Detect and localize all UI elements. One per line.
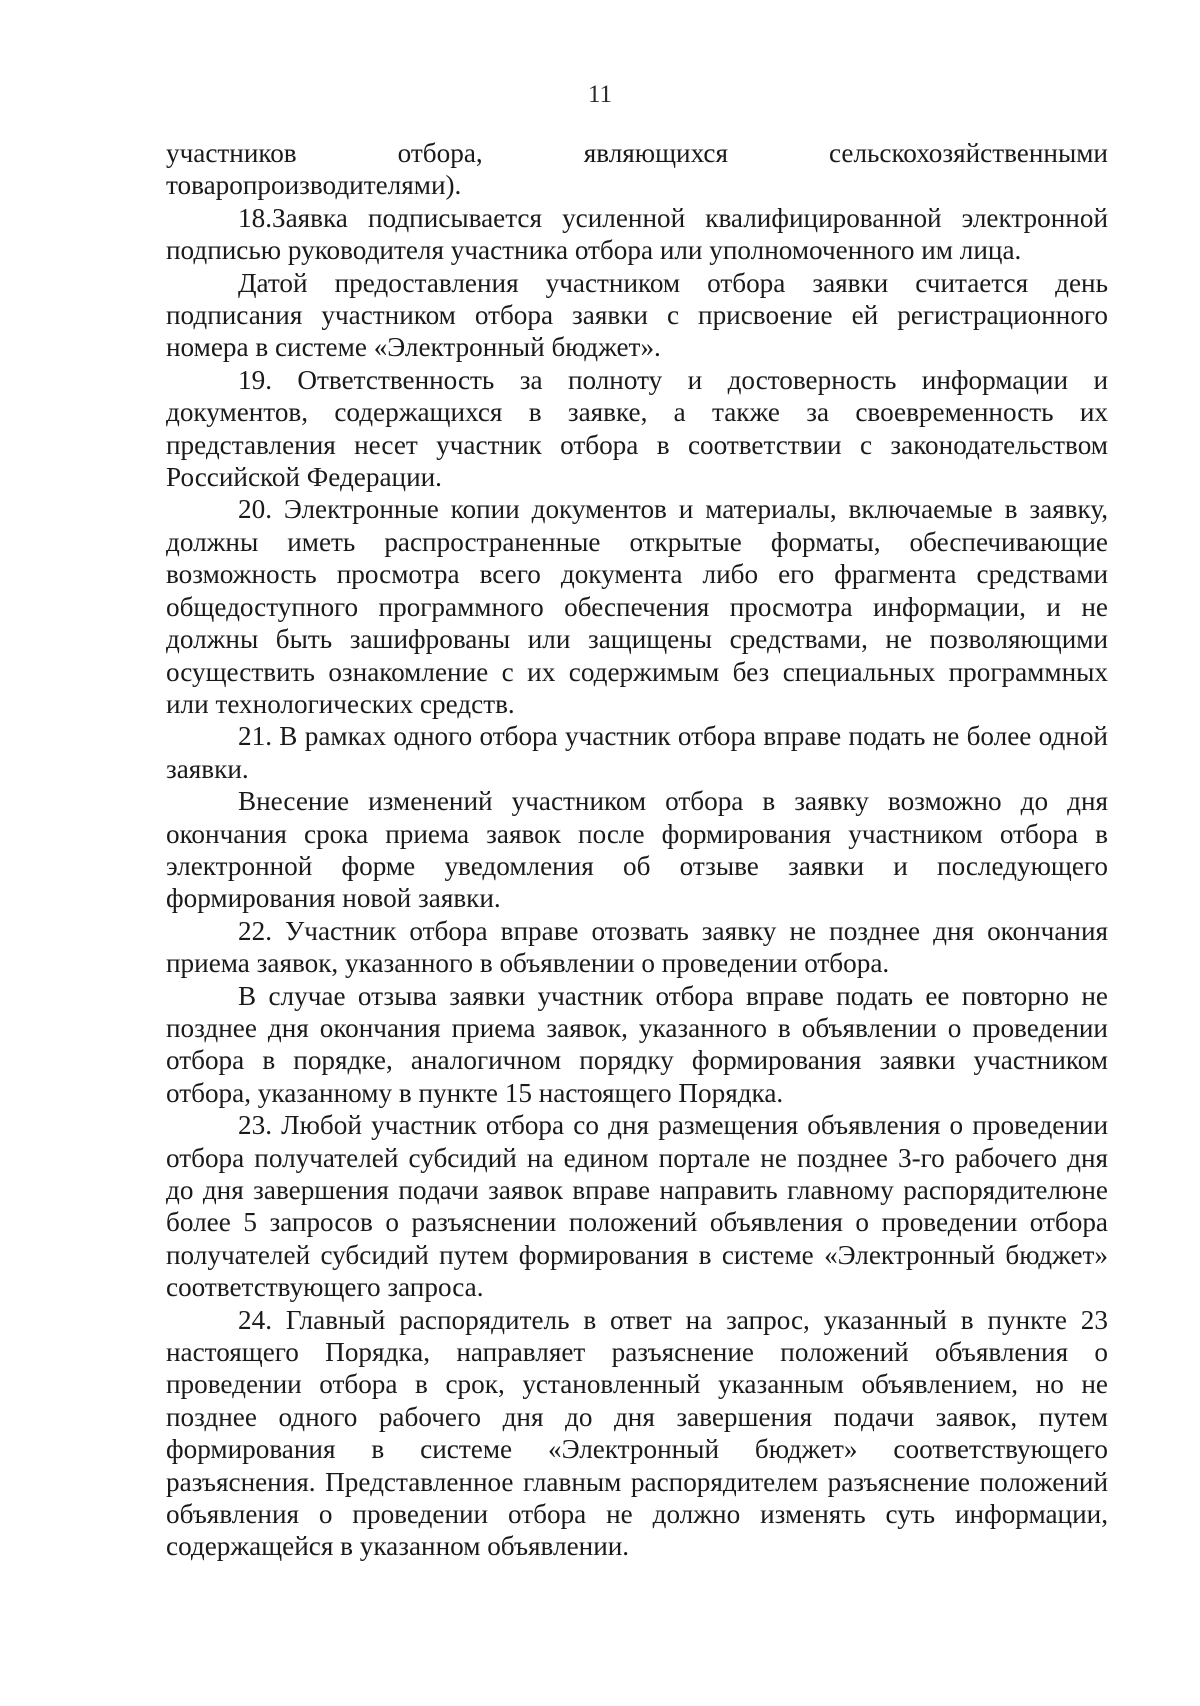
paragraph-22: 22. Участник отбора вправе отозвать заявку не позднее дня окончания приема заявок, указанного в объявлении о проведении отбора. <box>166 915 1108 979</box>
paragraph-continuation: участников отбора, являющихся сельскохозяйственными товаропроизводителями). <box>166 138 1108 201</box>
document-body <box>166 137 1108 1563</box>
paragraph-18: 18.Заявка подписывается усиленной квалифицированной электронной подписью руководителя участника отбора или уполномоченного им лица. <box>166 202 1108 266</box>
paragraph-21: 21. В рамках одного отбора участник отбора вправе подать не более одной заявки. <box>166 721 1108 784</box>
paragraph-24: 24. Главный распорядитель в ответ на запрос, указанный в пункте 23 настоящего Порядка, направляет разъяснение положений объявления о проведении отбора в срок, установленный указанным объявлением, но не позднее одного рабочего дня до дня завершения подачи заявок, путем формирования в системе «Электронный бюджет» соответствующего разъяснения. Представленное главным распорядителем разъяснение положений объявления о проведении отбора не должно изменять суть информации, содержащейся в указанном объявлении. <box>166 1304 1108 1562</box>
paragraph-22-withdrawal: В случае отзыва заявки участник отбора вправе подать ее повторно не позднее дня окончания приема заявок, указанного в объявлении о проведении отбора в порядке, аналогичном порядку формирования заявки участником отбора, указанному в пункте 15 настоящего Порядка. <box>166 980 1108 1108</box>
page-number: 11 <box>587 81 613 108</box>
paragraph-20: 20. Электронные копии документов и материалы, включаемые в заявку, должны иметь распространенные открытые форматы, обеспечивающие возможность просмотра всего документа либо его фрагмента средствами общедоступного программного обеспечения просмотра информации, и не должны быть зашифрованы или защищены средствами, не позволяющими осуществить ознакомление с их содержимым без специальных программных или технологических средств. <box>166 494 1108 719</box>
paragraph-21-changes: Внесение изменений участником отбора в заявку возможно до дня окончания срока приема заявок после формирования участником отбора в электронной форме уведомления об отзыве заявки и последующего формирования новой заявки. <box>166 786 1108 914</box>
paragraph-19: 19. Ответственность за полноту и достоверность информации и документов, содержащихся в заявке, а также за своевременность их представления несет участник отбора в соответствии с законодательством Российской Федерации. <box>166 364 1108 493</box>
paragraph-18-date: Датой предоставления участником отбора заявки считается день подписания участником отбора заявки с присвоение ей регистрационного номера в системе «Электронный бюджет». <box>166 267 1108 363</box>
paragraph-23: 23. Любой участник отбора со дня размещения объявления о проведении отбора получателей субсидий на едином портале не позднее 3-го рабочего дня до дня завершения подачи заявок вправе направить главному распорядителюне более 5 запросов о разъяснении положений объявления о проведении отбора получателей субсидий путем формирования в системе «Электронный бюджет» соответствующего запроса. <box>166 1110 1108 1303</box>
